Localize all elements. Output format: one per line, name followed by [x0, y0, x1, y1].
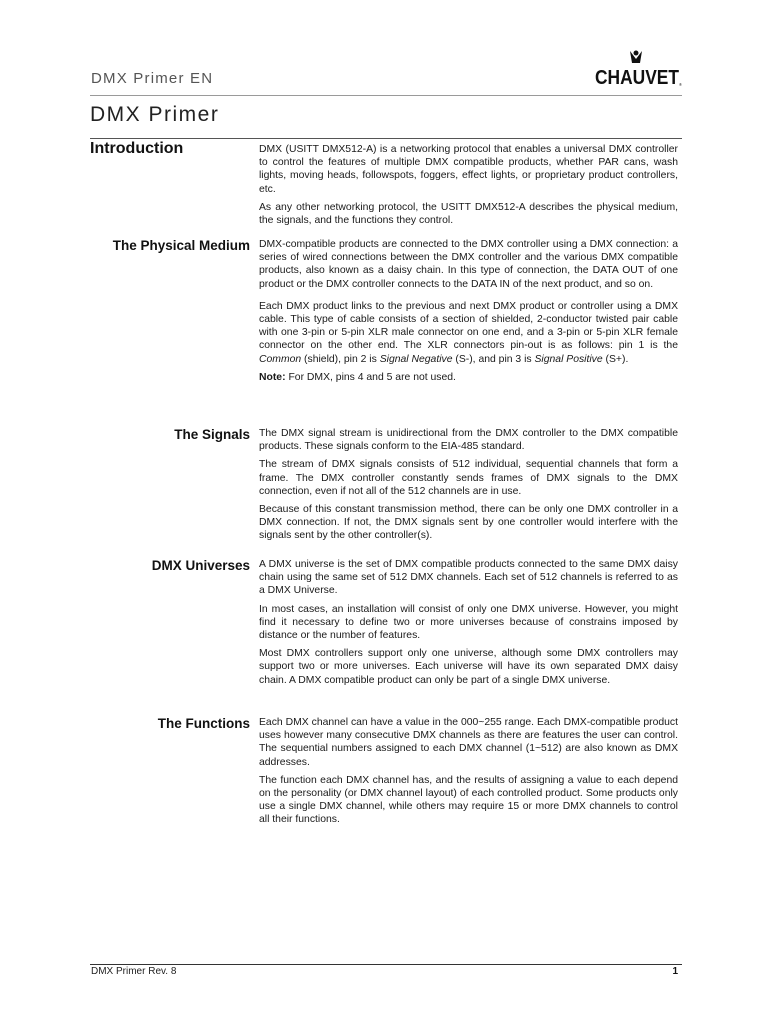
- paragraph: Most DMX controllers support only one universe, although some DMX controllers may support two or more universes. Each universe will have its own separated DMX daisy chain. A DMX compatible product can only be part of a single DMX universe.: [259, 648, 678, 686]
- note-label: Note:: [259, 371, 286, 383]
- section-heading: The Signals: [174, 427, 250, 442]
- title-rule: [90, 138, 682, 139]
- paragraph: The function each DMX channel has, and the results of assigning a value to each depend on the personality (or DMX channel layout) of each controlled product. Some products only use a single DMX channel, while others may require 15 or more DMX channels to control all their functions.: [259, 774, 678, 826]
- paragraph: In most cases, an installation will consist of only one DMX universe. However, you might find it necessary to define two or more universes because of constrains imposed by distance or the number of features.: [259, 603, 678, 642]
- section-heading: Introduction: [90, 140, 184, 157]
- section-heading: The Functions: [157, 716, 250, 731]
- paragraph: The stream of DMX signals consists of 512 individual, sequential channels that form a frame. The DMX controller constantly sends frames of DMX signals to the DMX connection, even if not all of the 512 channels are in use.: [259, 459, 678, 497]
- paragraph: The DMX signal stream is unidirectional from the DMX controller to the DMX compatible products. These signals conform to the EIA-485 standard.: [259, 428, 678, 453]
- paragraph-pinout: Each DMX product links to the previous and next DMX product or controller using a DMX cable. This type of cable consists of a section of shielded, 2-conductor twisted pair cable with one 3-pin or 5-pin XLR male connector on one end, and a 3-pin or 5-pin XLR female connector on the other end. The XLR connectors pin-out is as follows: pin 1 is the Common (shield), pin 2 is Signal Negative (S-), and pin 3 is Signal Positive (S+).: [259, 300, 678, 365]
- page-number: 1: [672, 966, 678, 977]
- document-title: DMX Primer: [90, 103, 220, 126]
- footer-rule: [90, 964, 682, 965]
- header-rule: [90, 95, 682, 96]
- paragraph: DMX-compatible products are connected to the DMX controller using a DMX connection: a series of wired connections between the DMX controller and the various DMX compatible products, also known as a daisy chain. In this type of connection, the DATA OUT of one product or the DMX controller connects to the DATA IN of the next product, and so on.: [259, 239, 678, 290]
- paragraph: DMX (USITT DMX512-A) is a networking protocol that enables a universal DMX controller to control the features of multiple DMX compatible products, whether PAR cans, wash lights, moving heads, followspots, foggers, effect lights, or proprietary product controllers, etc.: [259, 144, 678, 195]
- paragraph: A DMX universe is the set of DMX compatible products connected to the same DMX daisy chain using the same set of 512 DMX channels. Each set of 512 channels is referred to as a DMX Universe.: [259, 559, 678, 597]
- chauvet-logo: [592, 49, 682, 91]
- section-heading: The Physical Medium: [112, 238, 250, 253]
- paragraph: As any other networking protocol, the USITT DMX512-A describes the physical medium, the signals, and the functions they control.: [259, 201, 678, 227]
- footer-revision: DMX Primer Rev. 8: [91, 966, 177, 977]
- section-heading: DMX Universes: [151, 558, 250, 573]
- page-header-label: DMX Primer EN: [91, 70, 214, 87]
- svg-text:®: ®: [679, 82, 682, 87]
- paragraph: Each DMX channel can have a value in the 000~255 range. Each DMX-compatible product uses however many consecutive DMX channels as there are features the user can control. The sequential numbers assigned to each DMX channel (1~512) are also known as DMX addresses.: [259, 717, 678, 768]
- svg-text:CHAUVET: CHAUVET: [595, 67, 679, 89]
- note-paragraph: Note: For DMX, pins 4 and 5 are not used.: [259, 371, 456, 383]
- paragraph: Because of this constant transmission method, there can be only one DMX controller in a DMX connection. If not, the DMX signals sent by one controller would interfere with the signals sent by the other controller(s).: [259, 504, 678, 542]
